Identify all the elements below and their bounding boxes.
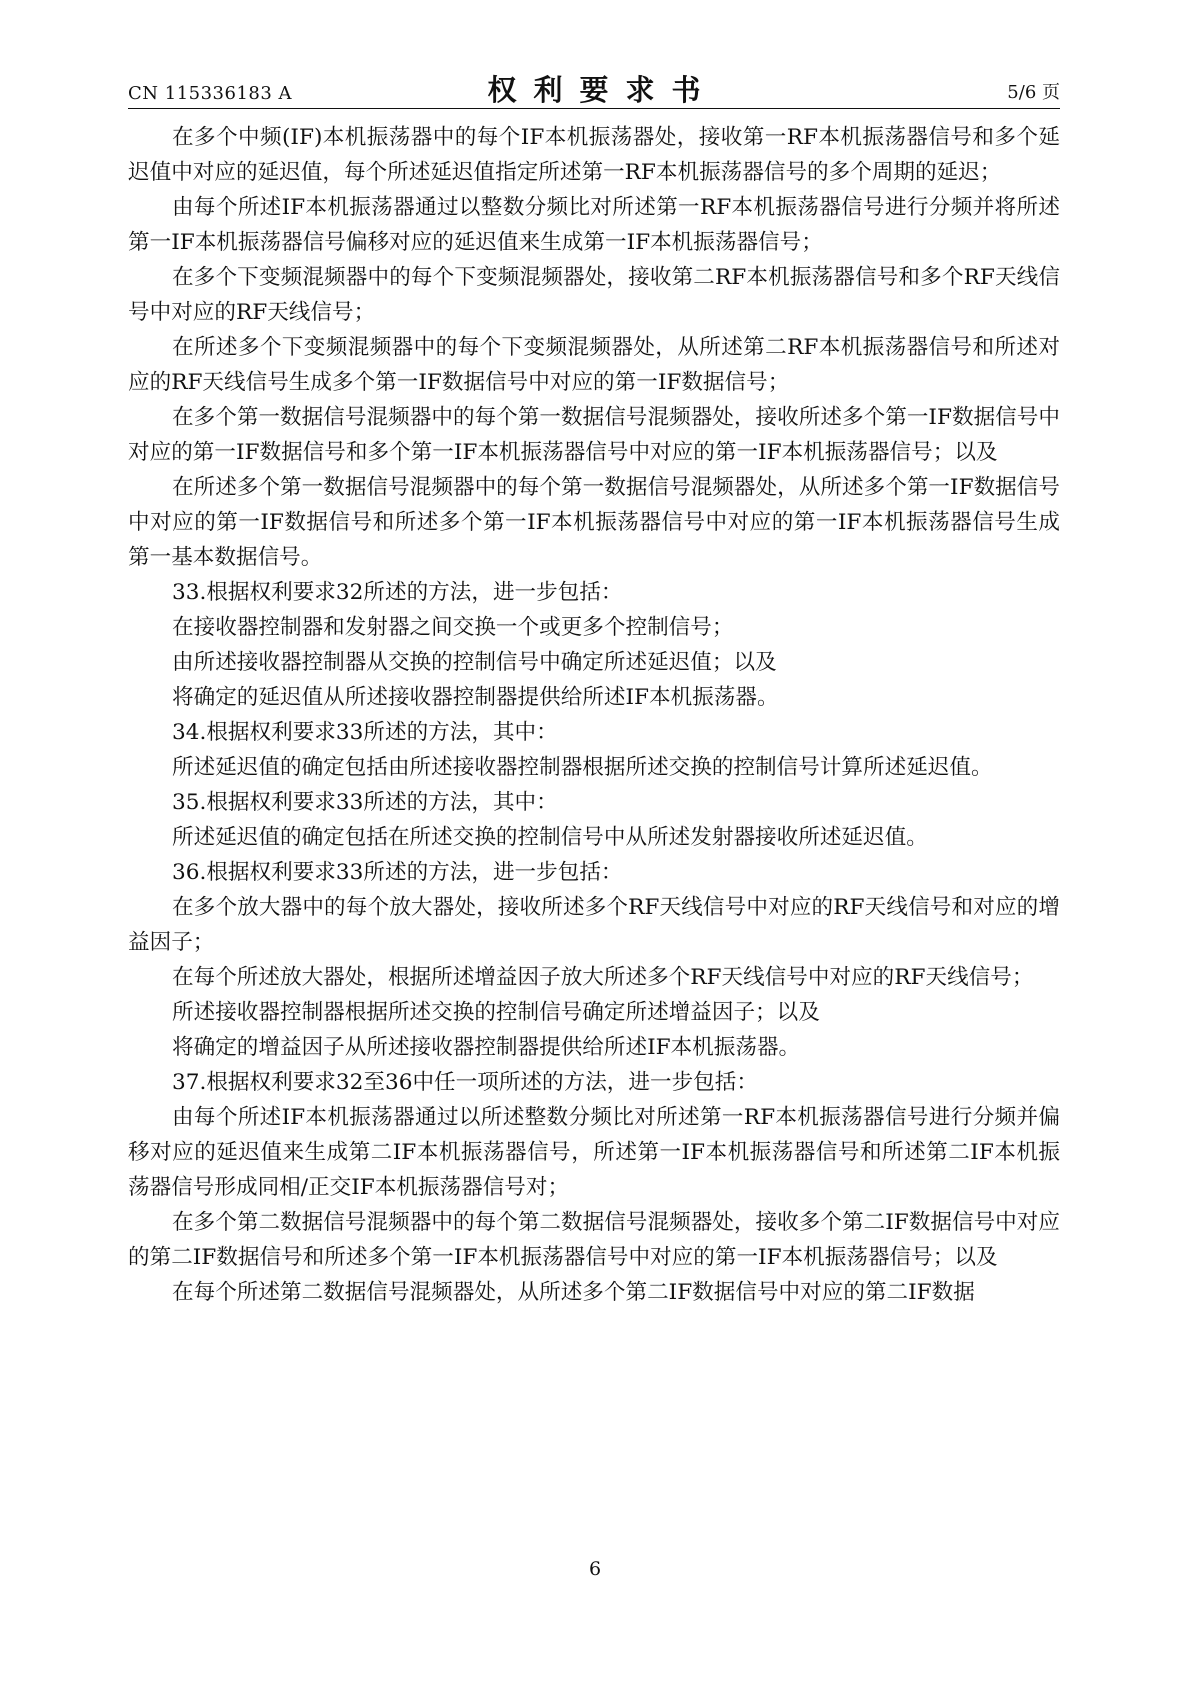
claim-heading: 36.根据权利要求33所述的方法，进一步包括： [172, 860, 623, 885]
claim-heading: 33.根据权利要求32所述的方法，进一步包括： [172, 580, 623, 605]
claim-paragraph: 将确定的延迟值从所述接收器控制器提供给所述IF本机振荡器。 [172, 685, 779, 710]
claim-paragraph: 在每个所述放大器处，根据所述增益因子放大所述多个RF天线信号中对应的RF天线信号； [172, 965, 1034, 990]
claim-paragraph: 在多个中频(IF)本机振荡器中的每个IF本机振荡器处，接收第一RF本机振荡器信号和多个延迟值中对应的延迟值，每个所述延迟值指定所述第一RF本机振荡器信号的多个周期的延迟； [128, 125, 1060, 185]
page-count: 5/6 页 [1007, 82, 1060, 103]
claim-heading: 37.根据权利要求32至36中任一项所述的方法，进一步包括： [172, 1070, 758, 1095]
claim-paragraph: 由每个所述IF本机振荡器通过以整数分频比对所述第一RF本机振荡器信号进行分频并将所述第一IF本机振荡器信号偏移对应的延迟值来生成第一IF本机振荡器信号； [128, 195, 1060, 255]
claims-body [128, 120, 1060, 1310]
publication-number: CN 115336183 A [128, 83, 293, 104]
claim-paragraph: 在所述多个下变频混频器中的每个下变频混频器处，从所述第二RF本机振荡器信号和所述对应的RF天线信号生成多个第一IF数据信号中对应的第一IF数据信号； [128, 335, 1060, 395]
claim-paragraph: 在每个所述第二数据信号混频器处，从所述多个第二IF数据信号中对应的第二IF数据 [172, 1280, 975, 1305]
claim-paragraph: 在多个第二数据信号混频器中的每个第二数据信号混频器处，接收多个第二IF数据信号中对应的第二IF数据信号和所述多个第一IF本机振荡器信号中对应的第一IF本机振荡器信号；以及 [128, 1210, 1060, 1270]
claim-paragraph: 所述延迟值的确定包括由所述接收器控制器根据所述交换的控制信号计算所述延迟值。 [172, 755, 993, 780]
claim-paragraph: 在多个下变频混频器中的每个下变频混频器处，接收第二RF本机振荡器信号和多个RF天线信号中对应的RF天线信号； [128, 265, 1060, 325]
claim-paragraph: 在接收器控制器和发射器之间交换一个或更多个控制信号； [172, 615, 734, 640]
claim-paragraph: 由所述接收器控制器从交换的控制信号中确定所述延迟值；以及 [172, 650, 777, 675]
page-number: 6 [588, 1558, 602, 1580]
claim-paragraph: 所述接收器控制器根据所述交换的控制信号确定所述增益因子；以及 [172, 1000, 820, 1025]
claim-paragraph: 在多个第一数据信号混频器中的每个第一数据信号混频器处，接收所述多个第一IF数据信号中对应的第一IF数据信号和多个第一IF本机振荡器信号中对应的第一IF本机振荡器信号；以及 [128, 405, 1060, 465]
claim-paragraph: 将确定的增益因子从所述接收器控制器提供给所述IF本机振荡器。 [172, 1035, 801, 1060]
document-title: 权利要求书 [487, 73, 718, 107]
header-rule [128, 108, 1060, 109]
claim-paragraph: 由每个所述IF本机振荡器通过以所述整数分频比对所述第一RF本机振荡器信号进行分频并偏移对应的延迟值来生成第二IF本机振荡器信号，所述第一IF本机振荡器信号和所述第二IF本机振荡器信号形成同相/正交IF本机振荡器信号对； [128, 1105, 1060, 1200]
claim-heading: 34.根据权利要求33所述的方法，其中： [172, 720, 558, 745]
claim-paragraph: 在多个放大器中的每个放大器处，接收所述多个RF天线信号中对应的RF天线信号和对应的增益因子； [128, 895, 1060, 955]
claim-paragraph: 所述延迟值的确定包括在所述交换的控制信号中从所述发射器接收所述延迟值。 [172, 825, 928, 850]
page-header [128, 68, 1060, 108]
claim-heading: 35.根据权利要求33所述的方法，其中： [172, 790, 558, 815]
claim-paragraph: 在所述多个第一数据信号混频器中的每个第一数据信号混频器处，从所述多个第一IF数据信号中对应的第一IF数据信号和所述多个第一IF本机振荡器信号中对应的第一IF本机振荡器信号生成第一基本数据信号。 [128, 475, 1060, 570]
